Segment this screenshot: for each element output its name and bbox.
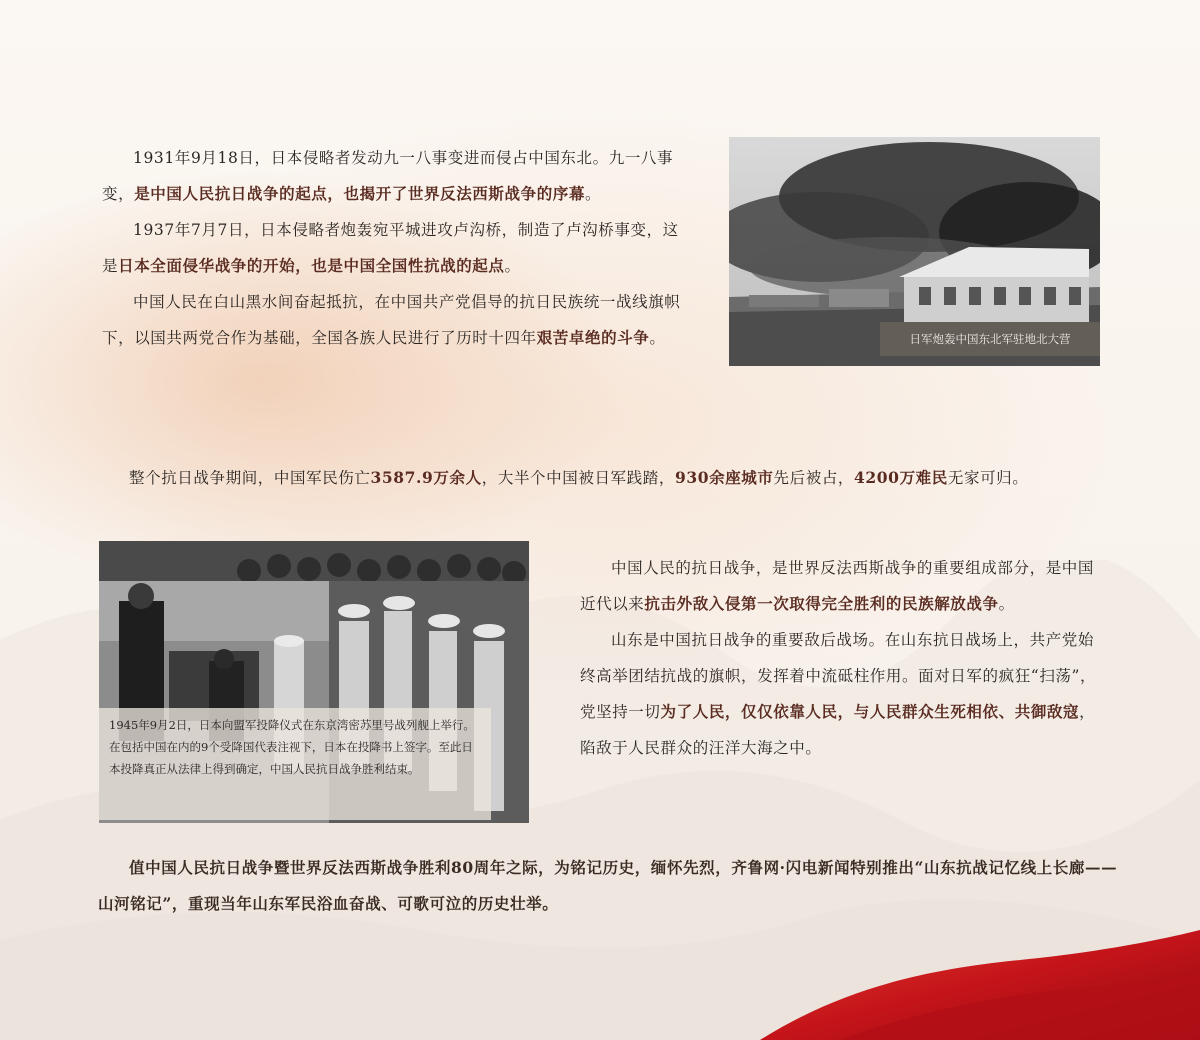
photo-bottom-caption: 1945年9月2日，日本向盟军投降仪式在东京湾密苏里号战列舰上举行。在包括中国在内的9个受降国代表注视下，日本在投降书上签字。至此日本投降真正从法律上得到确定，中国人民抗日战争胜利结束。 xyxy=(99,708,491,820)
intro-p2-text: 1937年7月7日，日本侵略者炮轰宛平城进攻卢沟桥，制造了卢沟桥事变，这是 xyxy=(102,221,679,275)
casualties-highlight-2: 930余座城市 xyxy=(674,468,774,487)
world-paragraph-1 xyxy=(580,550,1110,622)
intro-p1-end: 。 xyxy=(585,185,602,203)
intro-p3-text: 中国人民在白山黑水间奋起抵抗，在中国共产党倡导的抗日民族统一战线旗帜下，以国共两党合作为基础，全国各族人民进行了历时十四年 xyxy=(102,293,681,347)
closing-paragraph: 值中国人民抗日战争暨世界反法西斯战争胜利80周年之际，为铭记历史，缅怀先烈，齐鲁网·闪电新闻特别推出“山东抗战记忆线上长廊——山河铭记”，重现当年山东军民浴血奋战、可歌可泣的历史壮举。 xyxy=(98,858,1118,913)
casualties-text-b: ，大半个中国被日军践踏， xyxy=(481,469,675,487)
intro-section xyxy=(102,140,682,356)
world-p1-text: 中国人民的抗日战争，是世界反法西斯战争的重要组成部分，是中国近代以来 xyxy=(580,559,1095,613)
casualties-text-c: 先后被占， xyxy=(773,469,855,487)
world-p1-end: 。 xyxy=(998,595,1015,613)
intro-p3-highlight: 艰苦卓绝的斗争 xyxy=(536,328,650,347)
photo-top-caption: 日军炮轰中国东北军驻地北大营 xyxy=(880,322,1100,356)
intro-paragraph-3 xyxy=(102,284,682,356)
red-ribbon-decoration xyxy=(720,930,1200,1040)
casualties-text-d: 无家可归。 xyxy=(947,469,1029,487)
world-paragraph-2 xyxy=(580,622,1110,766)
intro-p3-end: 。 xyxy=(649,329,666,347)
casualties-text-a: 整个抗日战争期间，中国军民伤亡 xyxy=(129,469,371,487)
casualties-highlight-3: 4200万难民 xyxy=(854,468,948,487)
casualties-highlight-1: 3587.9万余人 xyxy=(370,468,482,487)
world-p2-end: ，陷敌于人民群众的汪洋大海之中。 xyxy=(580,703,1096,757)
world-section xyxy=(580,550,1110,766)
world-p2-text: 山东是中国抗日战争的重要敌后战场。在山东抗日战场上，共产党始终高举团结抗战的旗帜，发挥着中流砥柱作用。面对日军的疯狂“扫荡”，党坚持一切 xyxy=(580,631,1097,721)
intro-p1-highlight: 是中国人民抗日战争的起点，也揭开了世界反法西斯战争的序幕 xyxy=(134,184,586,203)
intro-paragraph-1 xyxy=(102,140,682,212)
intro-p1-text: 1931年9月18日，日本侵略者发动九一八事变进而侵占中国东北。九一八事变， xyxy=(102,149,674,203)
intro-p2-highlight: 日本全面侵华战争的开始，也是中国全国性抗战的起点 xyxy=(118,256,505,275)
world-p2-highlight: 为了人民，仅仅依靠人民，与人民群众生死相依、共御敌寇 xyxy=(660,702,1080,721)
world-p1-highlight: 抗击外敌入侵第一次取得完全胜利的民族解放战争 xyxy=(644,594,999,613)
intro-paragraph-2 xyxy=(102,212,682,284)
intro-p2-end: 。 xyxy=(504,257,521,275)
casualties-paragraph xyxy=(98,460,1108,496)
